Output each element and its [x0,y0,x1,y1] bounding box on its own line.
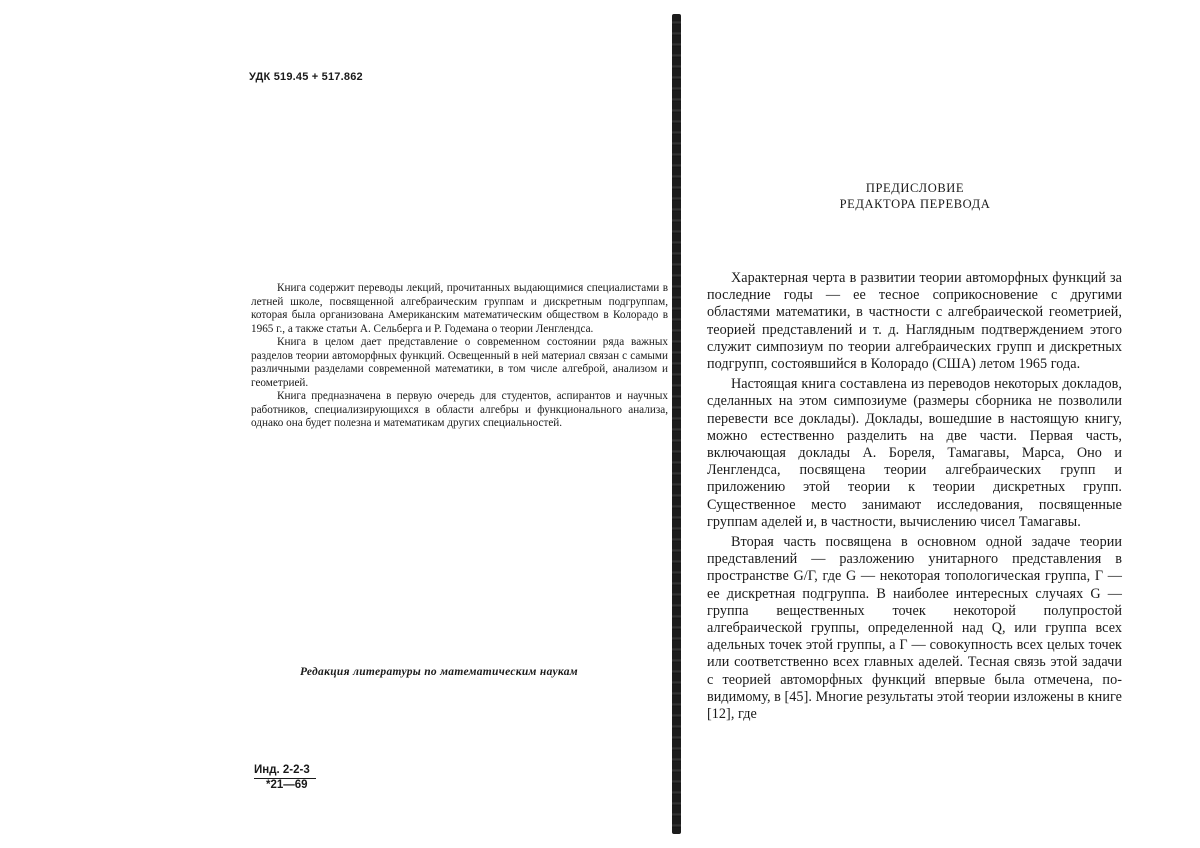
annotation-paragraph: Книга в целом дает представление о современном состоянии ряда важных разделов теории автоморфных функций. Освещенный в ней материал связан с самыми различными разделами современной математики, в том числе алгеброй, анализом и геометрией. [251,336,668,389]
index-code-line2: *21—69 [266,779,308,791]
editorial-office: Редакция литературы по математическим наукам [300,666,578,678]
index-code [254,764,316,792]
book-gutter [672,14,681,834]
preface-heading-line1: ПРЕДИСЛОВИЕ [865,181,965,195]
preface-body [707,270,1122,726]
udk-code: УДК 519.45 + 517.862 [249,71,363,83]
preface-paragraph: Характерная черта в развитии теории автоморфных функций за последние годы — ее тесное соприкосновение с другими областями математики, в частности с алгебраической геометрией, теорией представлений и т. д. Наглядным подтверждением этого служит симпозиум по теории алгебраических групп и дискретных подгрупп, состоявшийся в Колорадо (США) летом 1965 года. [707,270,1122,373]
preface-paragraph: Настоящая книга составлена из переводов некоторых докладов, сделанных на этом симпозиуме (размеры сборника не позволили перевести все доклады). Доклады, вошедшие в настоящую книгу, можно естественно разделить на две части. Первая часть, включающая доклады А. Бореля, Тамагавы, Марса, Оно и Ленглендса, посвящена теории алгебраических групп и приложению этой теории к теории дискретных групп. Существенное место занимают исследования, посвященные группам аделей и, в частности, вычислению чисел Тамагавы. [707,376,1122,530]
annotation-paragraph: Книга содержит переводы лекций, прочитанных выдающимися специалистами в летней школе, посвященной алгебраическим группам и дискретным подгруппам, которая была организована Американским математическим обществом в Колорадо в 1965 г., а также статьи А. Сельберга и Р. Годемана о теории Ленглендса. [251,282,668,335]
annotation-paragraph: Книга предназначена в первую очередь для студентов, аспирантов и научных работников, специализирующихся в области алгебры и функционального анализа, однако она будет полезна и математикам других специальностей. [251,390,668,429]
index-code-line1: Инд. 2-2-3 [254,764,316,779]
preface-paragraph: Вторая часть посвящена в основном одной задаче теории представлений — разложению унитарного представления в пространстве G/Γ, где G — некоторая топологическая группа, Γ — ее дискретная подгруппа. В наиболее интересных случаях G — группа вещественных точек некоторой полупростой алгебраической группы, определенной над Q, или группа всех адельных точек этой группы, а Γ — совокупность всех целых точек или соответственно всех главных аделей. Тесная связь этой задачи с теорией автоморфных функций впервые была отмечена, по-видимому, в [45]. Многие результаты этой теории изложены в книге [12], где [707,534,1122,723]
preface-heading [820,180,1010,212]
preface-heading-line2: РЕДАКТОРА ПЕРЕВОДА [839,197,991,211]
book-annotation [251,282,668,431]
